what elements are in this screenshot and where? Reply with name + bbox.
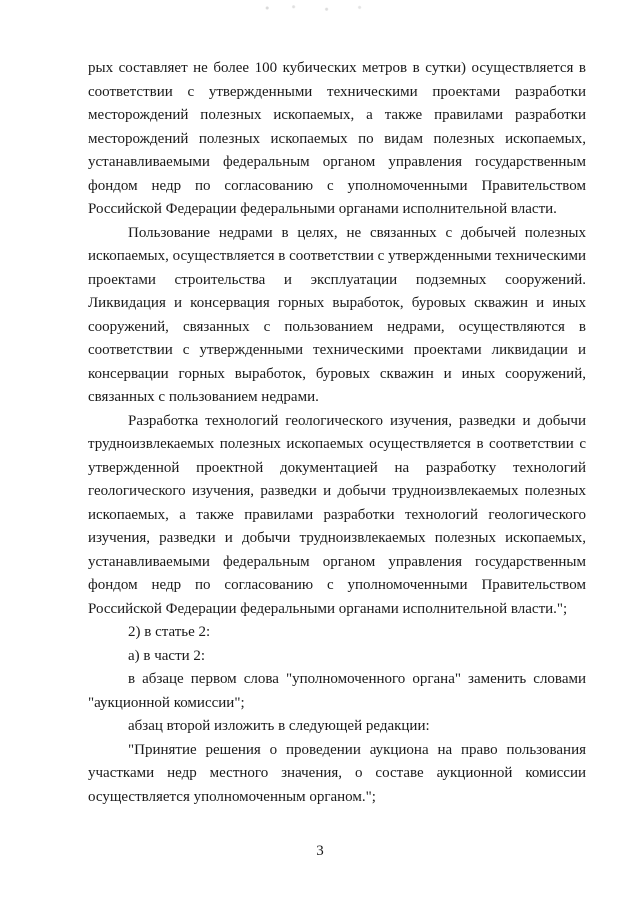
paragraph-1: рых составляет не более 100 кубических метров в сутки) осуществляется в соответствии с утвержденными техническими проектами разработки месторождений полезных ископаемых, а также правилами разработки месторождений полезных ископаемых по видам полезных ископаемых, устанавливаемыми федеральным органом управления государственным фондом недр по согласованию с уполномоченными Правительством Российской Федерации федеральными органами исполнительной власти.	[88, 60, 586, 217]
paragraph-2: Пользование недрами в целях, не связанных с добычей полезных ископаемых, осуществляется в соответствии с утвержденными техническими проектами строительства и эксплуатации подземных сооружений. Ликвидация и консервация горных выработок, буровых скважин и иных сооружений, связанных с пользованием недрами, осуществляются в соответствии с утвержденными техническими проектами ликвидации и консервации горных выработок, буровых скважин и иных сооружений, связанных с пользованием недрами.	[88, 224, 586, 405]
paragraph-6: в абзаце первом слова "уполномоченного органа" заменить словами "аукционной комиссии";	[88, 671, 586, 711]
document-body	[88, 57, 586, 809]
paragraph-7: абзац второй изложить в следующей редакции:	[128, 718, 430, 734]
paragraph-3: Разработка технологий геологического изучения, разведки и добычи трудноизвлекаемых полезных ископаемых осуществляется в соответствии с утвержденной проектной документацией на разработку технологий геологического изучения, разведки и добычи трудноизвлекаемых полезных ископаемых, а также правилами разработки технологий геологического изучения, разведки и добычи трудноизвлекаемых полезных ископаемых, устанавливаемыми федеральным органом управления государственным фондом недр по согласованию с уполномоченными Правительством Российской Федерации федеральными органами исполнительной власти.";	[88, 412, 586, 617]
scan-artifact	[254, 2, 386, 14]
paragraph-4: 2) в статье 2:	[128, 624, 211, 640]
paragraph-8: "Принятие решения о проведении аукциона на право пользования участками недр местного значения, о составе аукционной комиссии осуществляется уполномоченным органом.";	[88, 741, 586, 805]
paragraph-5: а) в части 2:	[128, 647, 206, 664]
page-number: 3	[316, 843, 324, 859]
